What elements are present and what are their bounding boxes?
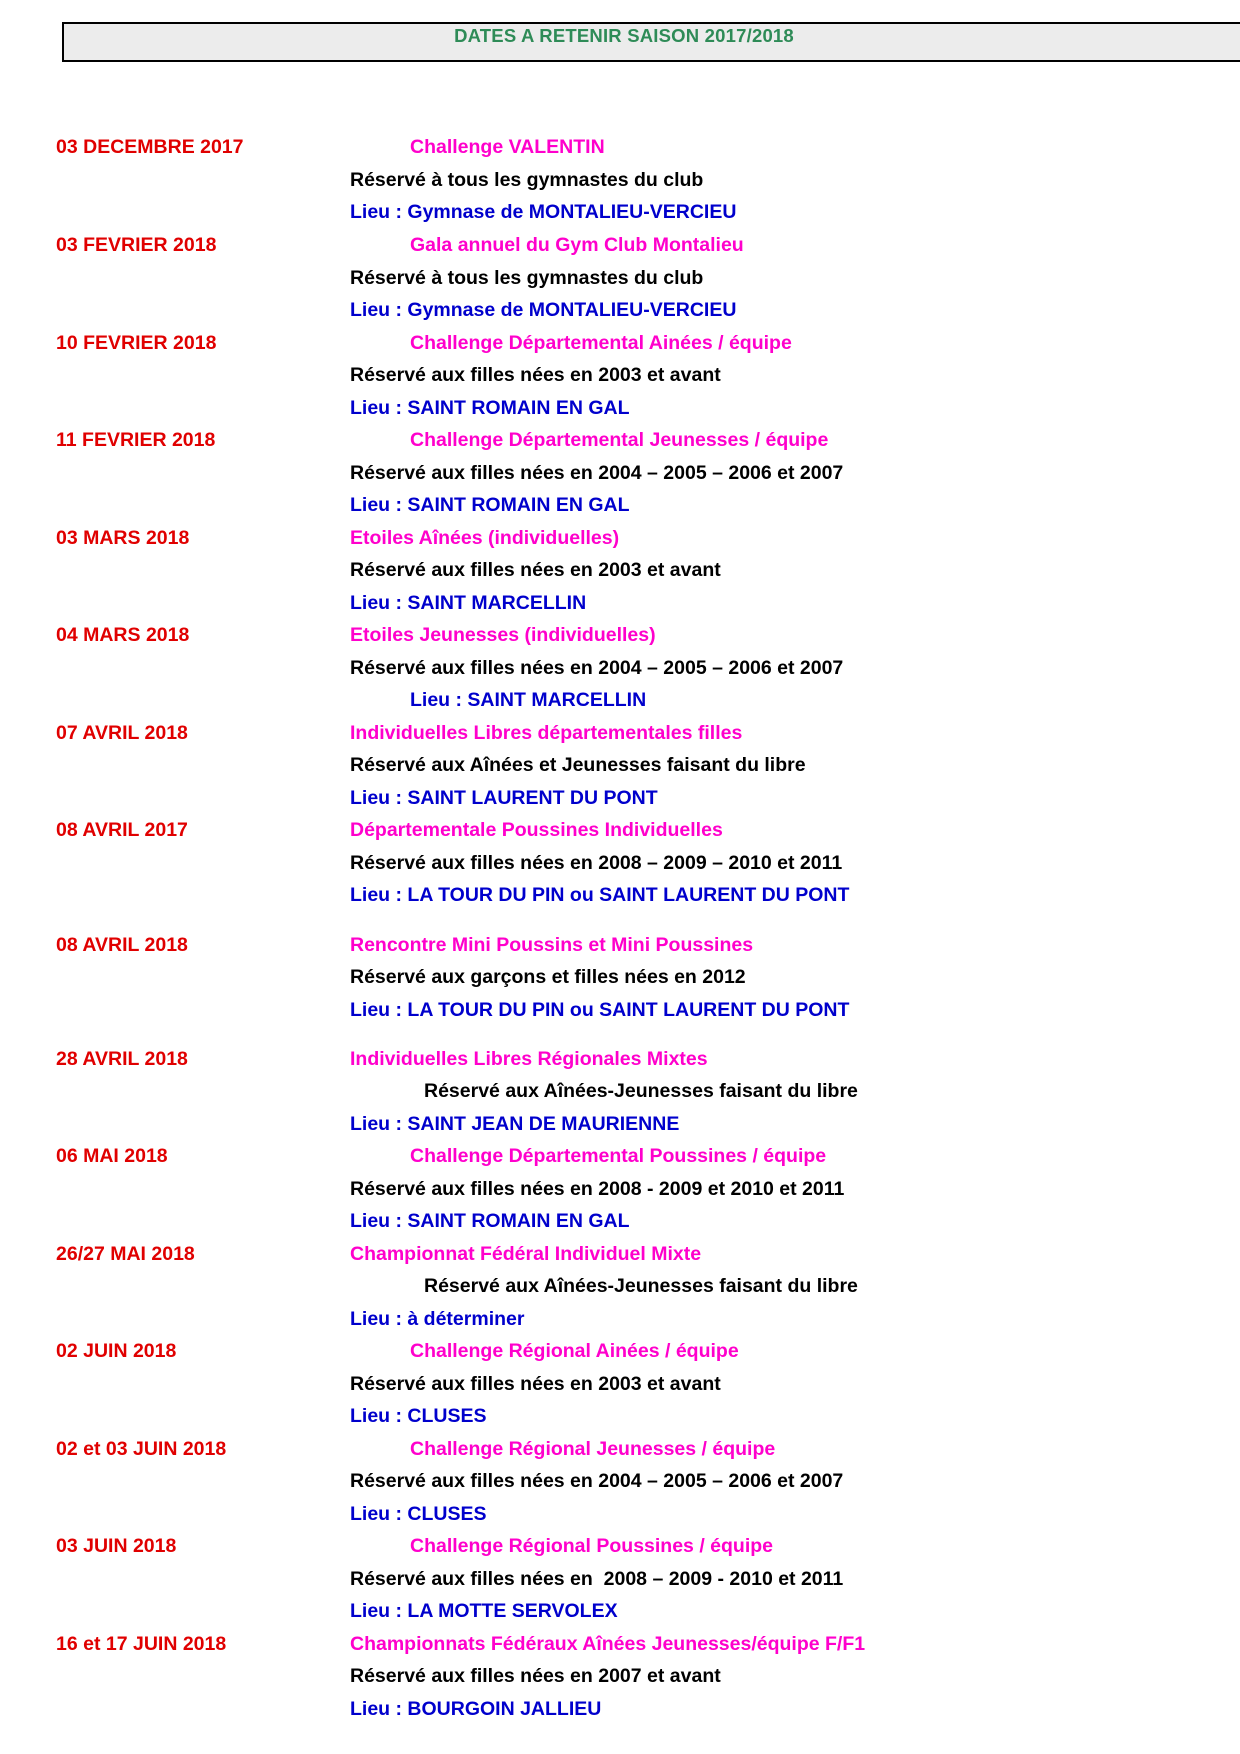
event-location: Lieu : SAINT MARCELLIN (410, 689, 647, 711)
event-description: Réservé aux filles nées en 2004 – 2005 – 2006 et 2007 (350, 657, 844, 679)
event-description: Réservé aux Aînées et Jeunesses faisant du libre (350, 754, 806, 776)
event-description: Réservé aux filles nées en 2004 – 2005 – 2006 et 2007 (350, 1470, 844, 1492)
event-date: 26/27 MAI 2018 (56, 1243, 195, 1265)
event-date: 04 MARS 2018 (56, 624, 190, 646)
event-date: 16 et 17 JUIN 2018 (56, 1633, 227, 1655)
event-date: 08 AVRIL 2018 (56, 934, 188, 956)
event-title: Challenge Départemental Jeunesses / équipe (410, 429, 829, 451)
event-location: Lieu : SAINT ROMAIN EN GAL (350, 1210, 630, 1232)
event-title: Challenge Régional Poussines / équipe (410, 1535, 773, 1557)
event-description: Réservé aux filles nées en 2008 – 2009 - 2010 et 2011 (350, 1568, 844, 1590)
event-description: Réservé aux filles nées en 2003 et avant (350, 559, 721, 581)
event-title: Challenge Régional Jeunesses / équipe (410, 1438, 776, 1460)
event-location: Lieu : Gymnase de MONTALIEU-VERCIEU (350, 299, 737, 321)
event-title: Challenge VALENTIN (410, 136, 605, 158)
event-location: Lieu : LA TOUR DU PIN ou SAINT LAURENT DU PONT (350, 999, 850, 1021)
event-title: Challenge Départemental Ainées / équipe (410, 332, 792, 354)
event-description: Réservé aux filles nées en 2004 – 2005 – 2006 et 2007 (350, 462, 844, 484)
event-description: Réservé aux filles nées en 2008 - 2009 et 2010 et 2011 (350, 1178, 845, 1200)
event-description: Réservé aux garçons et filles nées en 2012 (350, 966, 746, 988)
event-location: Lieu : Gymnase de MONTALIEU-VERCIEU (350, 201, 737, 223)
event-title: Départementale Poussines Individuelles (350, 819, 723, 841)
event-title: Challenge Régional Ainées / équipe (410, 1340, 739, 1362)
event-location: Lieu : CLUSES (350, 1405, 487, 1427)
event-title: Etoiles Aînées (individuelles) (350, 527, 620, 549)
event-location: Lieu : SAINT LAURENT DU PONT (350, 787, 658, 809)
event-description: Réservé à tous les gymnastes du club (350, 267, 704, 289)
event-location: Lieu : à déterminer (350, 1308, 525, 1330)
event-location: Lieu : SAINT ROMAIN EN GAL (350, 494, 630, 516)
event-description: Réservé aux filles nées en 2003 et avant (350, 1373, 721, 1395)
event-location: Lieu : LA TOUR DU PIN ou SAINT LAURENT DU PONT (350, 884, 850, 906)
event-date: 28 AVRIL 2018 (56, 1048, 188, 1070)
event-location: Lieu : SAINT MARCELLIN (350, 592, 587, 614)
event-date: 07 AVRIL 2018 (56, 722, 188, 744)
event-date: 10 FEVRIER 2018 (56, 332, 217, 354)
event-location: Lieu : CLUSES (350, 1503, 487, 1525)
event-title: Individuelles Libres départementales filles (350, 722, 743, 744)
event-location: Lieu : SAINT JEAN DE MAURIENNE (350, 1113, 680, 1135)
event-date: 03 JUIN 2018 (56, 1535, 177, 1557)
event-description: Réservé aux filles nées en 2003 et avant (350, 364, 721, 386)
event-description: Réservé aux Aînées-Jeunesses faisant du libre (424, 1080, 858, 1102)
event-date: 11 FEVRIER 2018 (56, 429, 216, 451)
event-title: Rencontre Mini Poussins et Mini Poussines (350, 934, 754, 956)
event-title: Individuelles Libres Régionales Mixtes (350, 1048, 708, 1070)
event-date: 02 JUIN 2018 (56, 1340, 177, 1362)
event-date: 08 AVRIL 2017 (56, 819, 188, 841)
event-title: Championnat Fédéral Individuel Mixte (350, 1243, 702, 1265)
event-location: Lieu : SAINT ROMAIN EN GAL (350, 397, 630, 419)
event-date: 03 FEVRIER 2018 (56, 234, 217, 256)
page-title: DATES A RETENIR SAISON 2017/2018 (454, 25, 794, 46)
event-title: Gala annuel du Gym Club Montalieu (410, 234, 744, 256)
event-location: Lieu : LA MOTTE SERVOLEX (350, 1600, 618, 1622)
event-date: 02 et 03 JUIN 2018 (56, 1438, 227, 1460)
event-location: Lieu : BOURGOIN JALLIEU (350, 1698, 602, 1720)
event-description: Réservé aux filles nées en 2008 – 2009 – 2010 et 2011 (350, 852, 843, 874)
event-description: Réservé aux Aînées-Jeunesses faisant du libre (424, 1275, 858, 1297)
event-title: Championnats Fédéraux Aînées Jeunesses/équipe F/F1 (350, 1633, 866, 1655)
event-date: 03 DECEMBRE 2017 (56, 136, 244, 158)
event-description: Réservé à tous les gymnastes du club (350, 169, 704, 191)
event-date: 06 MAI 2018 (56, 1145, 168, 1167)
event-description: Réservé aux filles nées en 2007 et avant (350, 1665, 721, 1687)
event-title: Etoiles Jeunesses (individuelles) (350, 624, 656, 646)
event-title: Challenge Départemental Poussines / équipe (410, 1145, 827, 1167)
event-date: 03 MARS 2018 (56, 527, 190, 549)
